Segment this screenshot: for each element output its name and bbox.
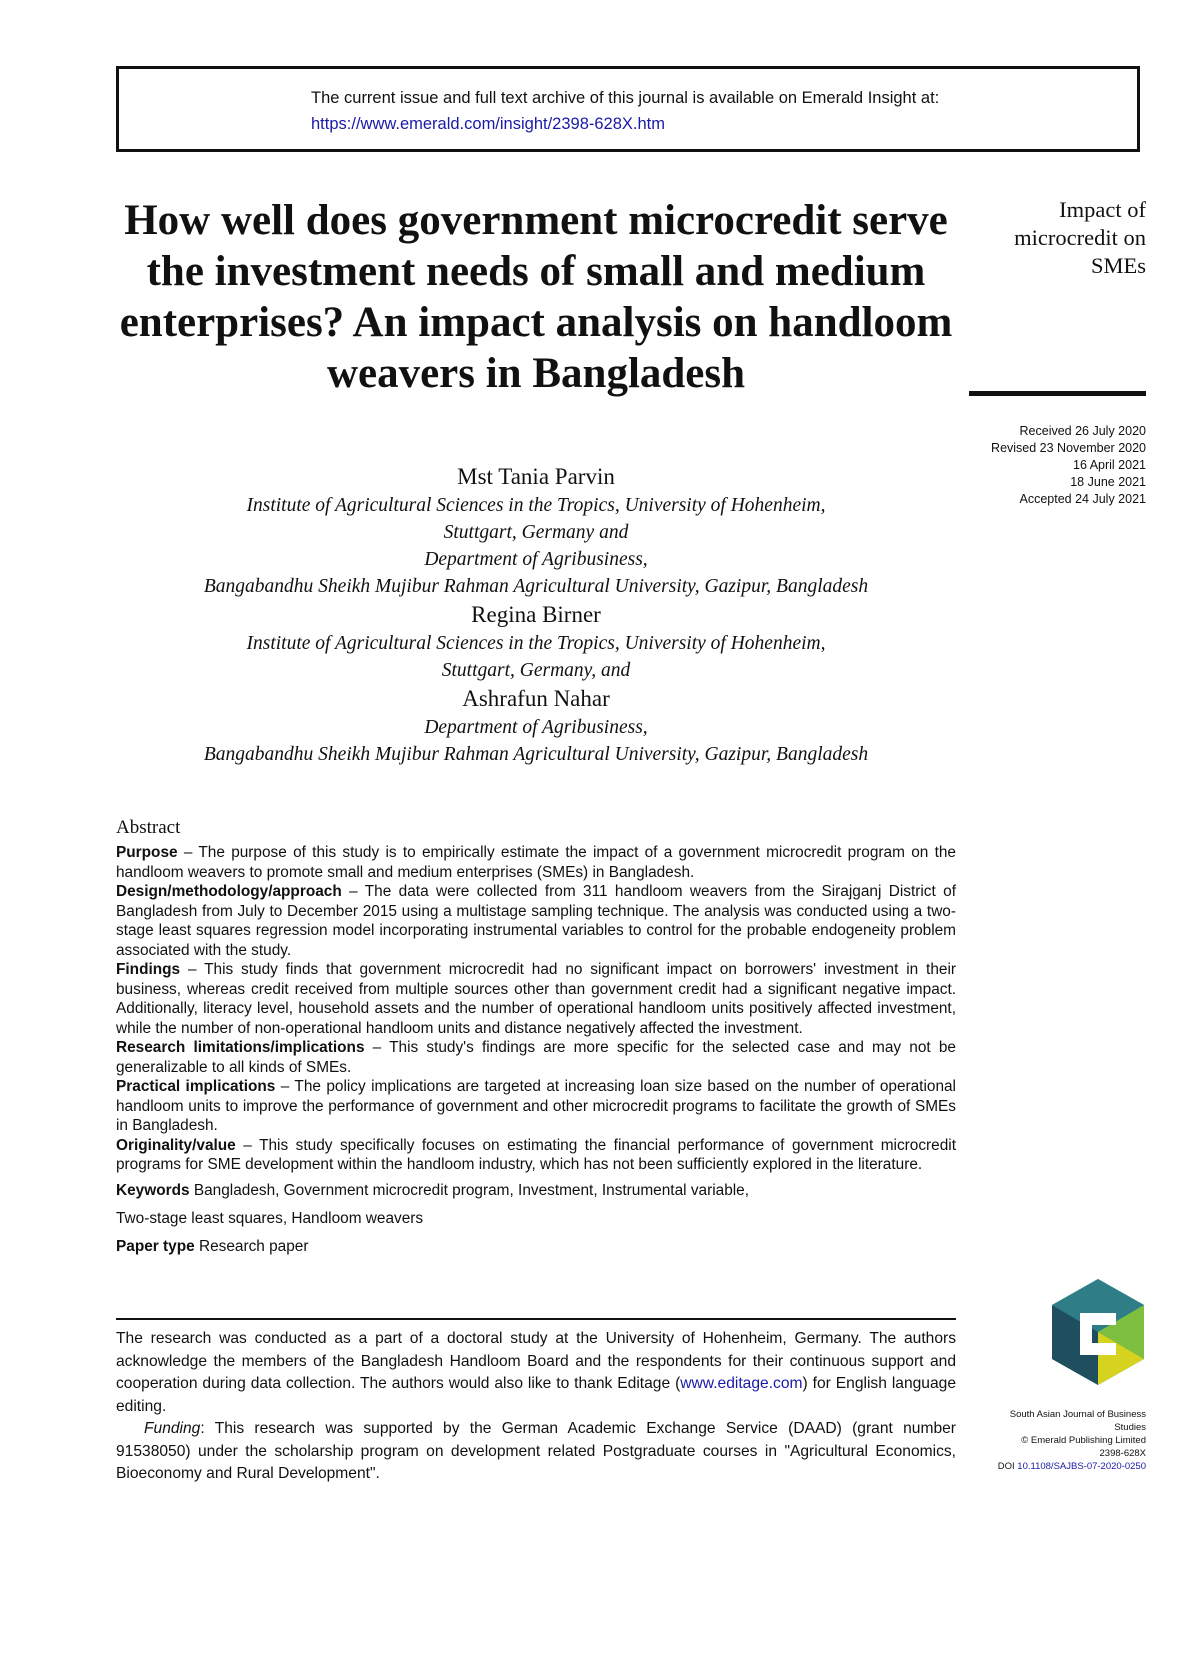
journal-name: South Asian Journal of Business (1009, 1409, 1146, 1420)
keywords-text: Bangladesh, Government microcredit program, Investment, Instrumental variable, (189, 1181, 750, 1199)
section-text: – The policy implications are targeted at increasing loan size based on the number of operational handloom units to improve the performance of government and other microcredit programs to facilitate the growth of SMEs in Bangladesh. (116, 1078, 956, 1134)
revised-date: Revised 23 November 2020 (991, 441, 1146, 455)
paper-type (116, 1235, 956, 1259)
abstract-limitations (116, 1038, 956, 1077)
emerald-logo (1050, 1277, 1146, 1387)
author-affiliation: Bangabandhu Sheikh Mujibur Rahman Agricultural University, Gazipur, Bangladesh (203, 576, 869, 597)
journal-archive-banner (116, 66, 1140, 152)
footnote (116, 1318, 956, 1486)
abstract (116, 817, 956, 1259)
author-affiliation: Institute of Agricultural Sciences in the Tropics, University of Hohenheim, (246, 633, 826, 654)
divider (969, 391, 1146, 396)
revised-date: 16 April 2021 (1073, 458, 1146, 472)
author-name: Regina Birner (471, 602, 601, 627)
running-head-line: Impact of (1059, 197, 1146, 222)
abstract-findings (116, 960, 956, 1038)
section-label: Practical implications (116, 1078, 276, 1095)
running-head-line: SMEs (1090, 253, 1146, 278)
section-text: – This study specifically focuses on estimating the financial performance of government microcredit programs for SME development within the handloom industry, which has not been sufficiently explored in the literature. (116, 1136, 956, 1173)
doi (946, 1460, 1146, 1473)
author-name: Mst Tania Parvin (457, 464, 615, 489)
section-text: – This study's findings are more specific for the selected case and may not be generalizable to all kinds of SMEs. (116, 1039, 956, 1076)
keywords (116, 1179, 956, 1203)
running-head-line: microcredit on (1014, 225, 1146, 250)
publisher: © Emerald Publishing Limited (1021, 1435, 1146, 1446)
author-affiliation: Stuttgart, Germany and (443, 522, 629, 543)
abstract-purpose (116, 843, 956, 882)
journal-name: Studies (1114, 1422, 1146, 1433)
author-affiliation: Department of Agribusiness, (424, 717, 648, 738)
author-affiliation: Department of Agribusiness, (424, 549, 648, 570)
doi-link[interactable]: 10.1108/SAJBS-07-2020-0250 (1017, 1461, 1146, 1472)
author-affiliation: Institute of Agricultural Sciences in the Tropics, University of Hohenheim, (246, 495, 826, 516)
section-label: Findings (116, 961, 181, 978)
section-text: – The data were collected from 311 handloom weavers from the Sirajganj District of Bangladesh from July to December 2015 using a multistage sampling technique. The analysis was conducted using a two-stage least squares regression model incorporating instrumental variables to control for the probable endogeneity problem associated with the study. (116, 883, 956, 959)
banner-text: The current issue and full text archive of this journal is available on Emerald Insight at: (311, 89, 940, 107)
paper-type-label: Paper type (116, 1237, 195, 1255)
abstract-originality (116, 1136, 956, 1175)
section-text: – The purpose of this study is to empirically estimate the impact of a government microcredit program on the handloom weavers to promote small and medium enterprises (SMEs) in Bangladesh. (116, 844, 956, 881)
received-date: Received 26 July 2020 (1019, 424, 1146, 438)
keywords-continued: Two-stage least squares, Handloom weavers (116, 1209, 424, 1227)
author-affiliation: Stuttgart, Germany, and (441, 660, 631, 681)
section-label: Originality/value (116, 1136, 236, 1154)
section-label: Design/methodology/approach (116, 883, 342, 900)
journal-archive-link[interactable]: https://www.emerald.com/insight/2398-628X.htm (311, 115, 666, 133)
section-label: Research limitations/implications (116, 1039, 365, 1056)
funding-text: : This research was supported by the German Academic Exchange Service (DAAD) (grant number 91538050) under the scholarship program on development related Postgraduate courses in "Agricultural Economics, Bioeconomy and Rural Development". (116, 1420, 956, 1482)
acknowledgement-text: The research was conducted as a part of a doctoral study at the University of Hohenheim, Germany. The authors acknowledge the members of the Bangladesh Handloom Board and the respondents for their continuous support and cooperation during data collection. The authors would also like to thank Editage ( (116, 1330, 956, 1392)
editage-link[interactable]: www.editage.com (680, 1375, 803, 1392)
journal-info (946, 1408, 1146, 1473)
running-head (946, 196, 1146, 280)
section-label: Purpose (116, 844, 178, 861)
article-title: How well does government microcredit serve the investment needs of small and medium enterprises? An impact analysis on handloom weavers in Bangladesh (119, 197, 953, 397)
section-text: – This study finds that government microcredit had no significant impact on borrowers' investment in their business, whereas credit received from multiple sources other than government credit had a significant negative impact. Additionally, literacy level, household assets and the number of operational handloom units positively affected investment, while the number of non-operational handloom units and distance negatively affected the investment. (116, 961, 956, 1037)
author-affiliation: Bangabandhu Sheikh Mujibur Rahman Agricultural University, Gazipur, Bangladesh (203, 744, 869, 765)
abstract-design (116, 882, 956, 960)
author-block (116, 462, 956, 768)
revised-date: 18 June 2021 (1070, 475, 1146, 489)
acknowledgement-text: ) for English language editing. (116, 1375, 956, 1415)
author-name: Ashrafun Nahar (462, 686, 610, 711)
funding-statement (116, 1418, 956, 1486)
paper-type-value: Research paper (194, 1237, 309, 1255)
doi-label: DOI (997, 1461, 1018, 1472)
abstract-practical (116, 1077, 956, 1136)
acknowledgement (116, 1328, 956, 1418)
accepted-date: Accepted 24 July 2021 (1019, 492, 1146, 506)
keywords-label: Keywords (116, 1181, 190, 1199)
abstract-heading: Abstract (116, 817, 181, 838)
funding-label: Funding (144, 1420, 201, 1437)
issn: 2398-628X (1099, 1448, 1146, 1459)
